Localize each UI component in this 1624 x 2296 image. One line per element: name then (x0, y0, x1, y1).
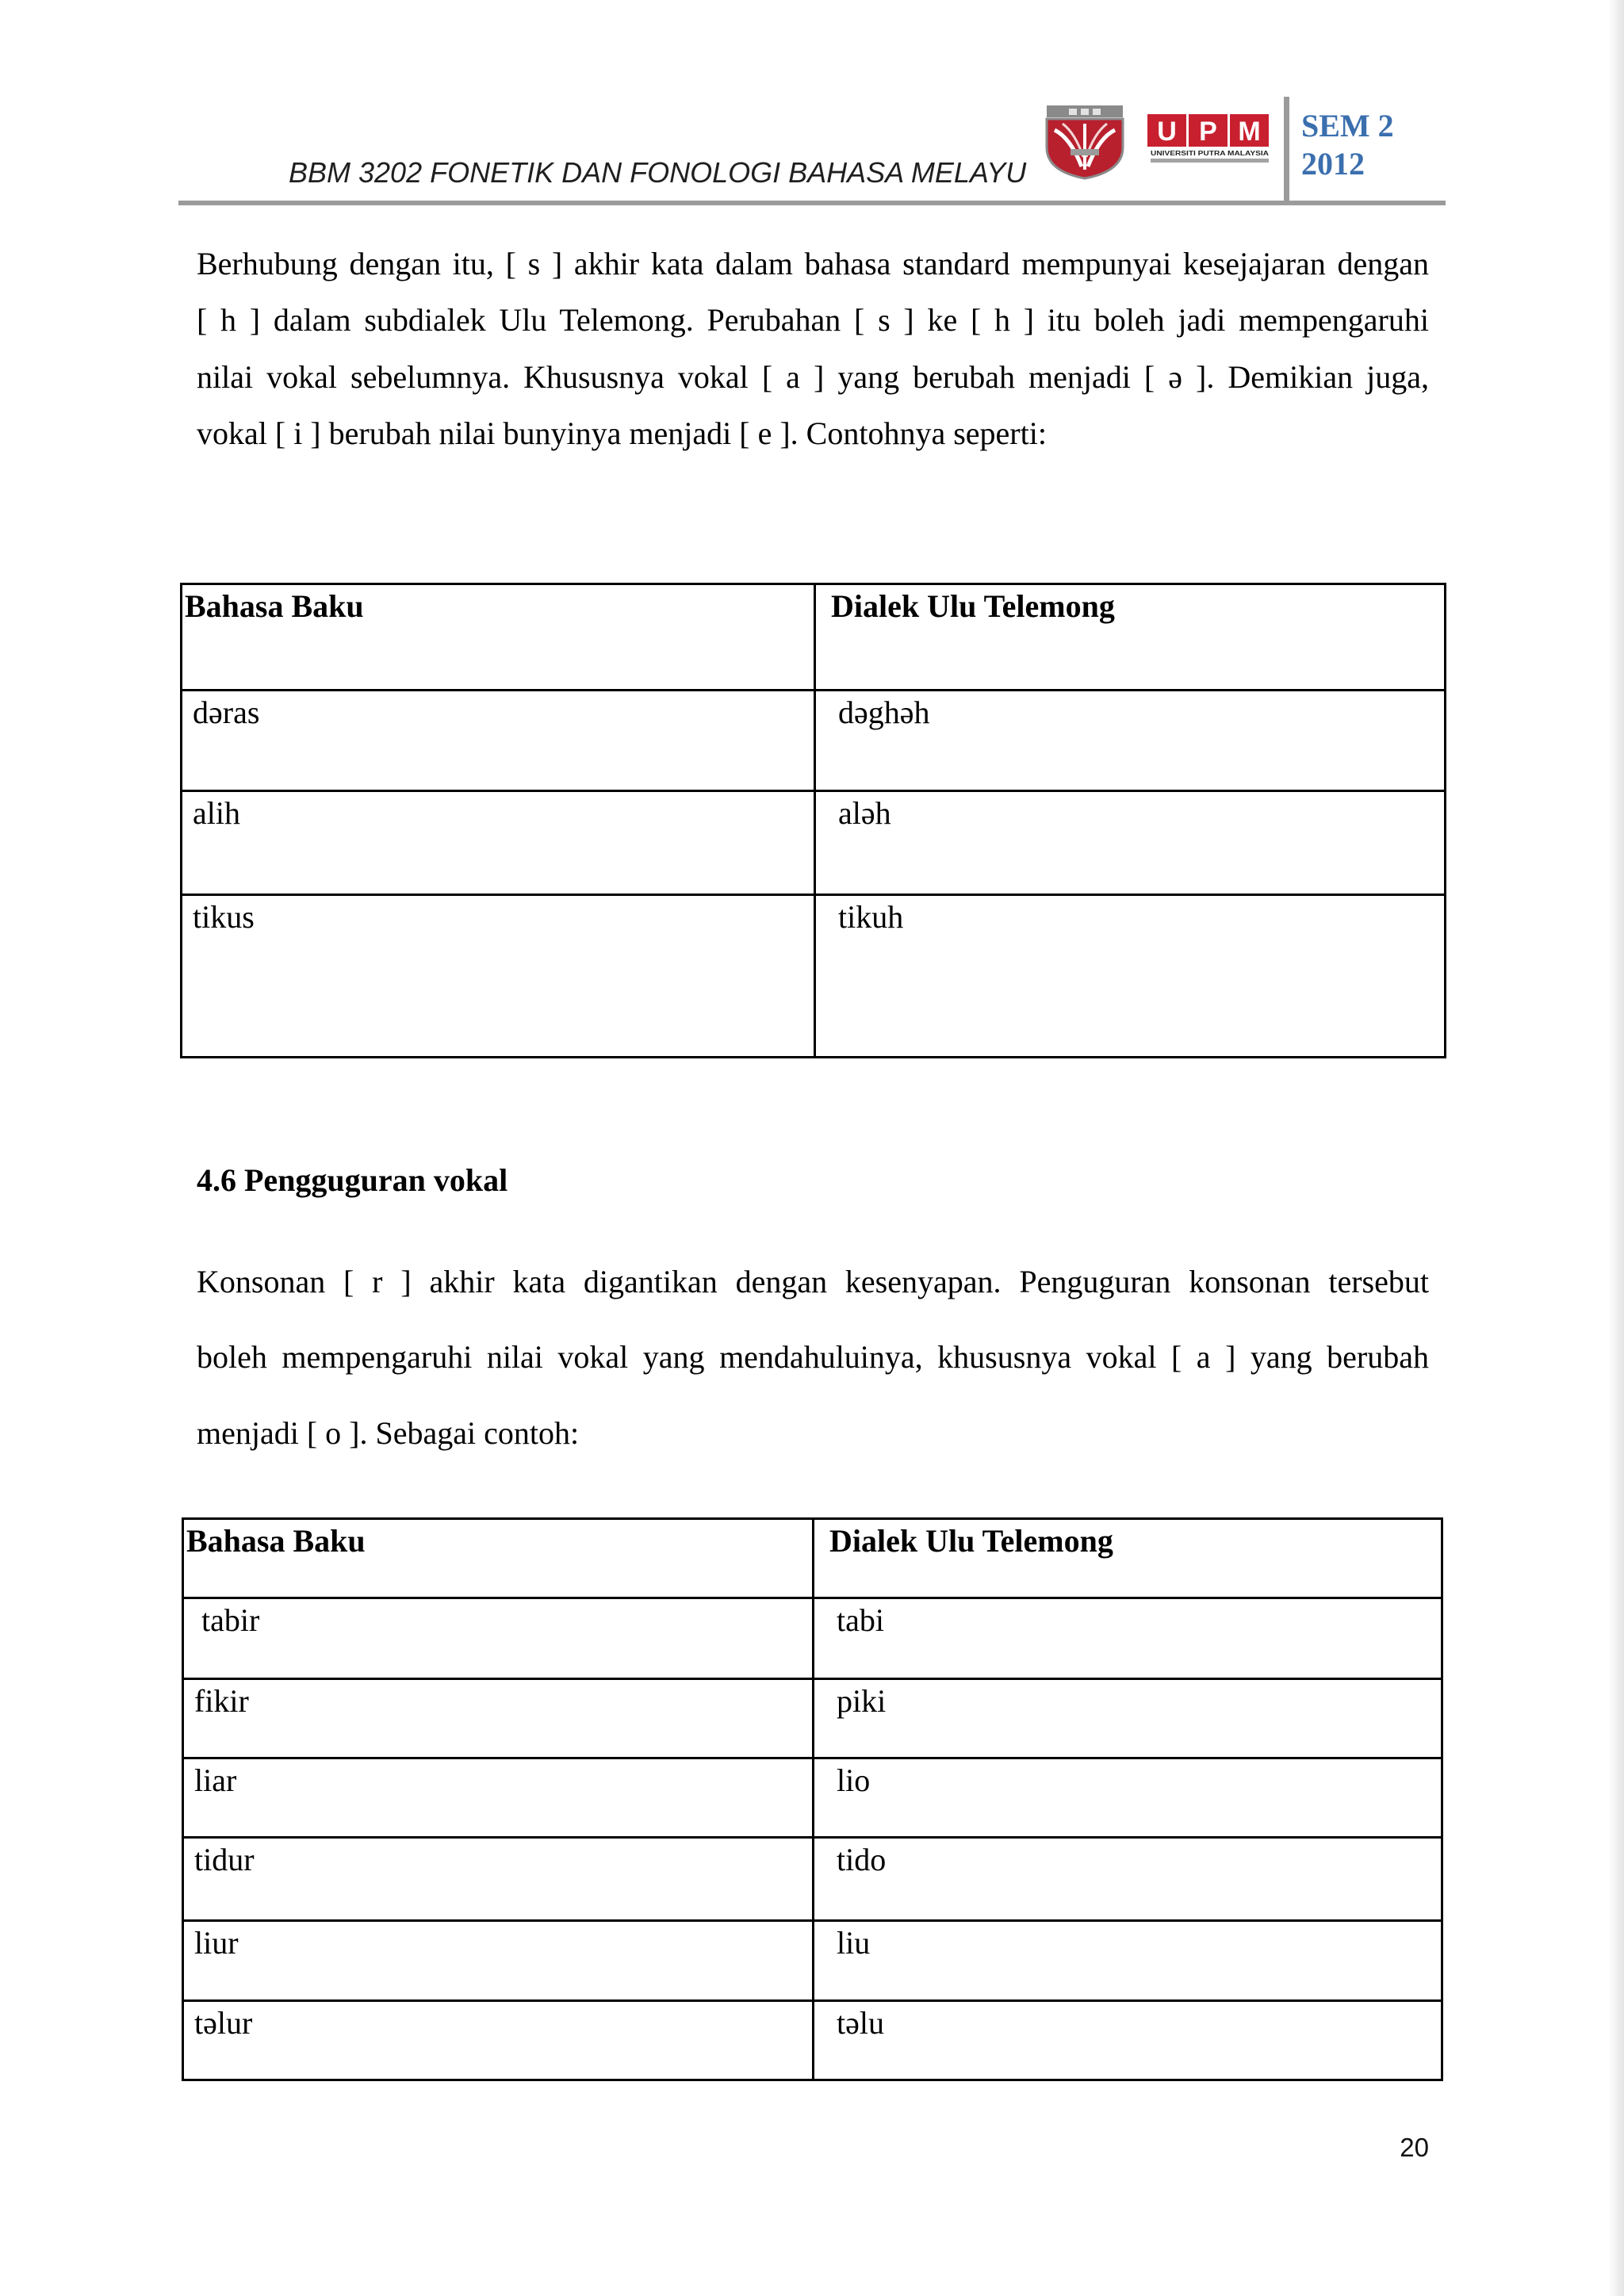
cell-standard-word: dəras (182, 691, 815, 791)
logo-university-name: UNIVERSITI PUTRA MALAYSIA (1151, 150, 1270, 157)
cell-dialect-word: dəghəh (815, 691, 1446, 791)
paragraph-line: vokal [ i ] berubah nilai bunyinya menjadi [ e ]. Contohnya seperti: (197, 415, 1047, 452)
header-rule (178, 201, 1446, 205)
cell-dialect-word: piki (814, 1679, 1442, 1758)
cell-standard-word: liur (183, 1921, 814, 2001)
paragraph-line: boleh mempengaruhi nilai vokal yang mendahuluinya, khususnya vokal [ a ] yang berubah (197, 1339, 1429, 1376)
cell-dialect-word: aləh (815, 791, 1446, 895)
table-row (183, 1679, 1442, 1758)
logo-letter-u: U (1157, 117, 1177, 147)
table-row (183, 1598, 1442, 1679)
cell-standard-word: liar (183, 1758, 814, 1838)
table-row (183, 1921, 1442, 2001)
page-number: 20 (1400, 2133, 1429, 2162)
logo-motto-band (1151, 159, 1269, 163)
cell-standard-word: təlur (183, 2001, 814, 2080)
cell-dialect-word: tabi (814, 1598, 1442, 1679)
upm-wordmark (1147, 114, 1269, 163)
cell-dialect-word: liu (814, 1921, 1442, 2001)
column-header-standard: Bahasa Baku (183, 1519, 814, 1598)
semester-year: 2012 (1301, 146, 1365, 182)
cell-standard-word: fikir (183, 1679, 814, 1758)
intro-paragraph (197, 235, 1429, 462)
cell-standard-word: alih (182, 791, 815, 895)
page-edge-shadow (1608, 0, 1624, 2296)
logo-letter-m: M (1238, 117, 1261, 147)
cell-dialect-word: tido (814, 1838, 1442, 1921)
table-row (183, 2001, 1442, 2080)
cell-dialect-word: lio (814, 1758, 1442, 1838)
comparison-table-s-to-h (180, 583, 1446, 1058)
comparison-table-r-deletion (182, 1517, 1443, 2081)
cell-standard-word: tidur (183, 1838, 814, 1921)
section-paragraph (197, 1244, 1429, 1471)
column-header-standard: Bahasa Baku (182, 584, 815, 691)
semester-label: SEM 2 (1301, 108, 1394, 144)
paragraph-line: Konsonan [ r ] akhir kata digantikan dengan kesenyapan. Penguguran konsonan tersebut (197, 1264, 1429, 1299)
header-vertical-divider (1284, 97, 1289, 204)
paragraph-line: menjadi [ o ]. Sebagai contoh: (197, 1414, 580, 1451)
table-row (182, 791, 1446, 895)
table-header-row (183, 1519, 1442, 1598)
table-row (183, 1758, 1442, 1838)
table-row (183, 1838, 1442, 1921)
paragraph-line: Berhubung dengan itu, [ s ] akhir kata dalam bahasa standard mempunyai kesejajaran dengan (197, 246, 1429, 281)
logo-letter-p: P (1199, 117, 1217, 147)
table-row (182, 691, 1446, 791)
upm-crest-icon (1047, 105, 1123, 178)
paragraph-line: [ h ] dalam subdialek Ulu Telemong. Perubahan [ s ] ke [ h ] itu boleh jadi mempengaruhi (197, 302, 1429, 339)
paragraph-line: nilai vokal sebelumnya. Khususnya vokal [ a ] yang berubah menjadi [ ə ]. Demikian juga, (197, 358, 1429, 395)
section-heading: 4.6 Pengguguran vokal (197, 1162, 508, 1198)
column-header-dialect: Dialek Ulu Telemong (814, 1519, 1442, 1598)
table-row (182, 895, 1446, 1058)
table-header-row (182, 584, 1446, 691)
cell-standard-word: tabir (183, 1598, 814, 1679)
upm-logo (1039, 101, 1277, 181)
column-header-dialect: Dialek Ulu Telemong (815, 584, 1446, 691)
course-title: BBM 3202 FONETIK DAN FONOLOGI BAHASA MELAYU (289, 156, 1027, 189)
cell-dialect-word: tikuh (815, 895, 1446, 1058)
cell-standard-word: tikus (182, 895, 815, 1058)
cell-dialect-word: təlu (814, 2001, 1442, 2080)
